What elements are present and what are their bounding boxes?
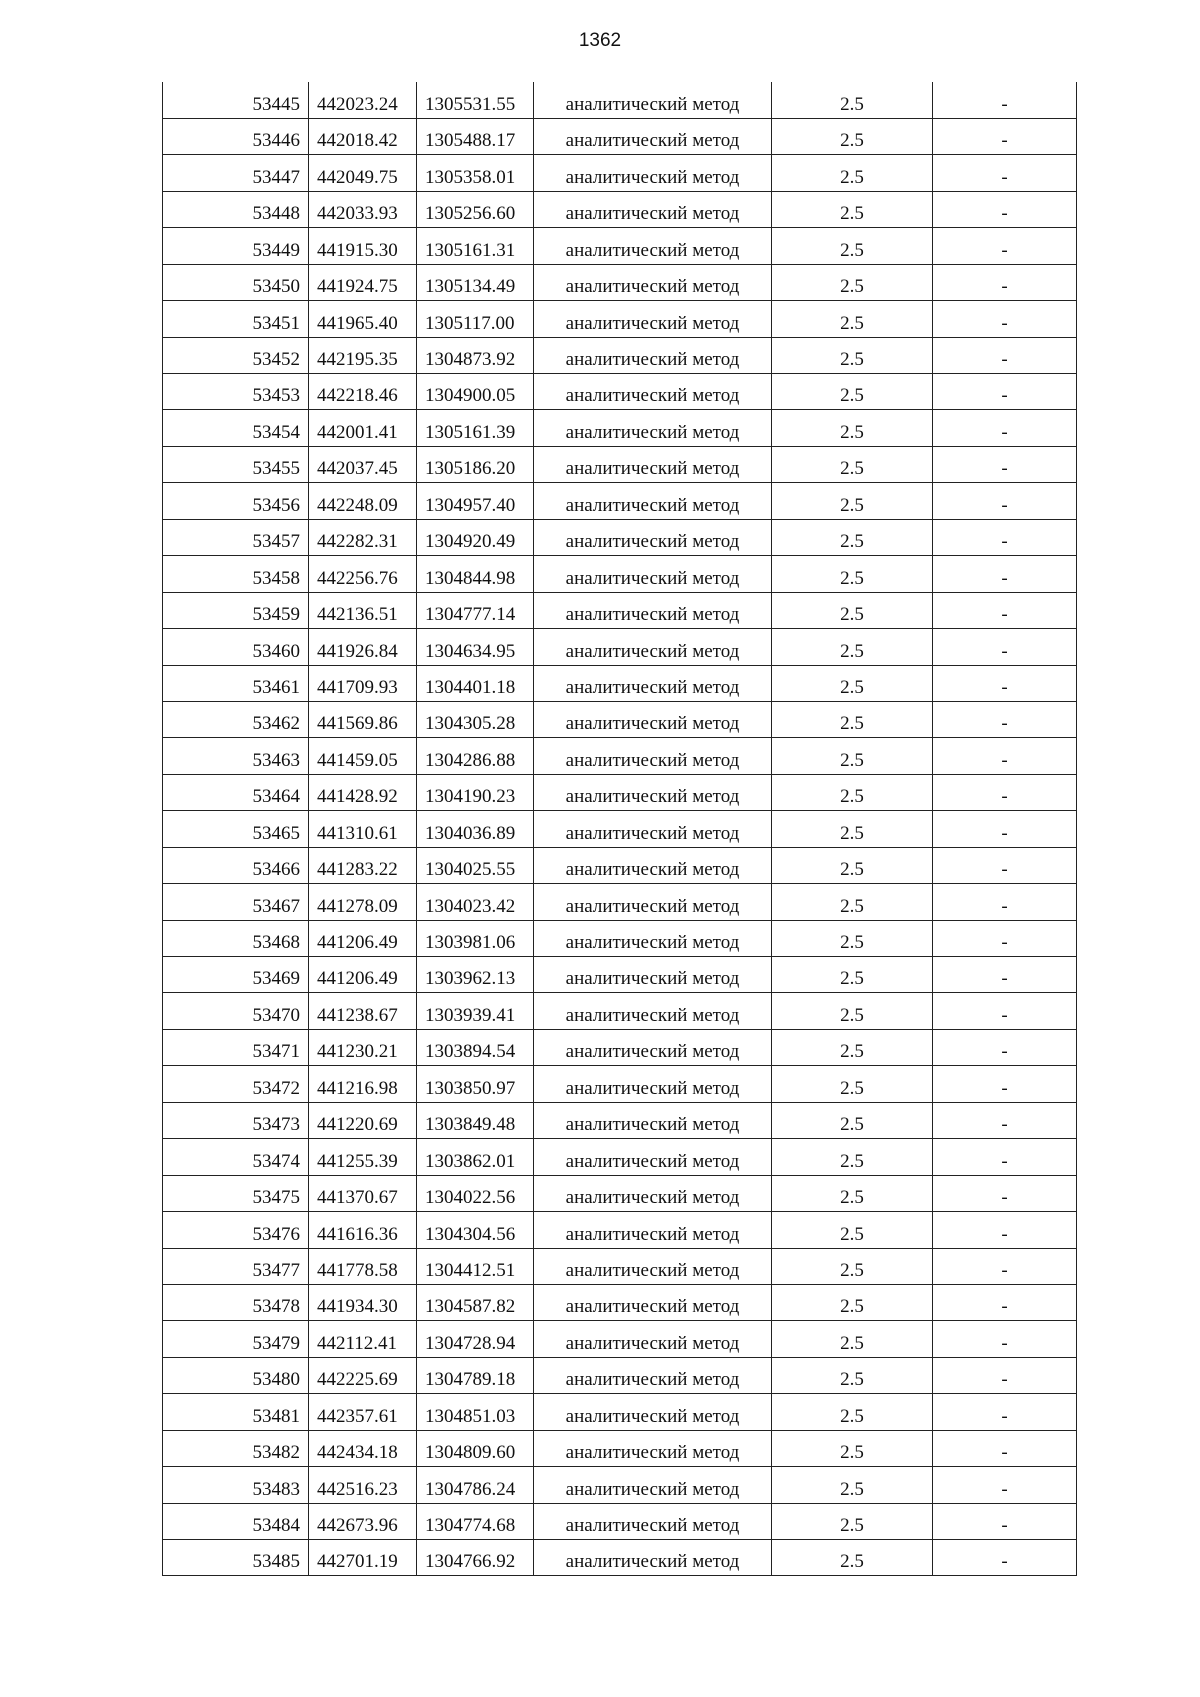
x-coordinate-cell: 442218.46 — [309, 374, 417, 410]
point-number-cell: 53467 — [163, 884, 309, 920]
y-coordinate-cell: 1304774.68 — [417, 1503, 534, 1539]
y-coordinate-cell: 1305256.60 — [417, 191, 534, 227]
table-row — [163, 993, 1077, 1029]
method-cell: аналитический метод — [534, 519, 772, 555]
note-cell: - — [933, 337, 1077, 373]
method-cell: аналитический метод — [534, 264, 772, 300]
x-coordinate-cell: 441569.86 — [309, 701, 417, 737]
point-number-cell: 53470 — [163, 993, 309, 1029]
x-coordinate-cell: 442033.93 — [309, 191, 417, 227]
y-coordinate-cell: 1305161.31 — [417, 228, 534, 264]
y-coordinate-cell: 1305117.00 — [417, 301, 534, 337]
accuracy-cell: 2.5 — [772, 1175, 933, 1211]
y-coordinate-cell: 1304412.51 — [417, 1248, 534, 1284]
note-cell: - — [933, 410, 1077, 446]
method-cell: аналитический метод — [534, 665, 772, 701]
x-coordinate-cell: 441924.75 — [309, 264, 417, 300]
point-number-cell: 53465 — [163, 811, 309, 847]
y-coordinate-cell: 1304022.56 — [417, 1175, 534, 1211]
y-coordinate-cell: 1305186.20 — [417, 446, 534, 482]
point-number-cell: 53478 — [163, 1284, 309, 1320]
y-coordinate-cell: 1304957.40 — [417, 483, 534, 519]
method-cell: аналитический метод — [534, 1175, 772, 1211]
note-cell: - — [933, 446, 1077, 482]
point-number-cell: 53459 — [163, 592, 309, 628]
accuracy-cell: 2.5 — [772, 556, 933, 592]
point-number-cell: 53447 — [163, 155, 309, 191]
table-row — [163, 556, 1077, 592]
accuracy-cell: 2.5 — [772, 592, 933, 628]
accuracy-cell: 2.5 — [772, 629, 933, 665]
point-number-cell: 53471 — [163, 1029, 309, 1065]
table-row — [163, 811, 1077, 847]
accuracy-cell: 2.5 — [772, 82, 933, 118]
x-coordinate-cell: 441216.98 — [309, 1066, 417, 1102]
method-cell: аналитический метод — [534, 118, 772, 154]
x-coordinate-cell: 441778.58 — [309, 1248, 417, 1284]
x-coordinate-cell: 442516.23 — [309, 1467, 417, 1503]
y-coordinate-cell: 1304900.05 — [417, 374, 534, 410]
x-coordinate-cell: 442112.41 — [309, 1321, 417, 1357]
note-cell: - — [933, 1248, 1077, 1284]
method-cell: аналитический метод — [534, 774, 772, 810]
method-cell: аналитический метод — [534, 1212, 772, 1248]
table-row — [163, 1357, 1077, 1393]
note-cell: - — [933, 1394, 1077, 1430]
note-cell: - — [933, 483, 1077, 519]
table-row — [163, 884, 1077, 920]
x-coordinate-cell: 441230.21 — [309, 1029, 417, 1065]
method-cell: аналитический метод — [534, 920, 772, 956]
y-coordinate-cell: 1303981.06 — [417, 920, 534, 956]
y-coordinate-cell: 1304789.18 — [417, 1357, 534, 1393]
point-number-cell: 53473 — [163, 1102, 309, 1138]
x-coordinate-cell: 441965.40 — [309, 301, 417, 337]
point-number-cell: 53455 — [163, 446, 309, 482]
note-cell: - — [933, 1540, 1077, 1576]
note-cell: - — [933, 1503, 1077, 1539]
x-coordinate-cell: 442357.61 — [309, 1394, 417, 1430]
x-coordinate-cell: 442225.69 — [309, 1357, 417, 1393]
accuracy-cell: 2.5 — [772, 1430, 933, 1466]
note-cell: - — [933, 191, 1077, 227]
method-cell: аналитический метод — [534, 847, 772, 883]
method-cell: аналитический метод — [534, 1540, 772, 1576]
y-coordinate-cell: 1304401.18 — [417, 665, 534, 701]
point-number-cell: 53483 — [163, 1467, 309, 1503]
accuracy-cell: 2.5 — [772, 1357, 933, 1393]
note-cell: - — [933, 665, 1077, 701]
point-number-cell: 53461 — [163, 665, 309, 701]
accuracy-cell: 2.5 — [772, 847, 933, 883]
table-row — [163, 337, 1077, 373]
y-coordinate-cell: 1305488.17 — [417, 118, 534, 154]
note-cell: - — [933, 811, 1077, 847]
y-coordinate-cell: 1303939.41 — [417, 993, 534, 1029]
table-row — [163, 920, 1077, 956]
method-cell: аналитический метод — [534, 337, 772, 373]
note-cell: - — [933, 1284, 1077, 1320]
note-cell: - — [933, 264, 1077, 300]
y-coordinate-cell: 1304766.92 — [417, 1540, 534, 1576]
note-cell: - — [933, 592, 1077, 628]
method-cell: аналитический метод — [534, 701, 772, 737]
note-cell: - — [933, 1430, 1077, 1466]
x-coordinate-cell: 441255.39 — [309, 1139, 417, 1175]
y-coordinate-cell: 1304036.89 — [417, 811, 534, 847]
table-row — [163, 665, 1077, 701]
point-number-cell: 53485 — [163, 1540, 309, 1576]
accuracy-cell: 2.5 — [772, 1029, 933, 1065]
accuracy-cell: 2.5 — [772, 337, 933, 373]
x-coordinate-cell: 441459.05 — [309, 738, 417, 774]
y-coordinate-cell: 1305358.01 — [417, 155, 534, 191]
method-cell: аналитический метод — [534, 483, 772, 519]
y-coordinate-cell: 1304728.94 — [417, 1321, 534, 1357]
note-cell: - — [933, 228, 1077, 264]
table-row — [163, 1248, 1077, 1284]
note-cell: - — [933, 155, 1077, 191]
method-cell: аналитический метод — [534, 1066, 772, 1102]
accuracy-cell: 2.5 — [772, 1503, 933, 1539]
method-cell: аналитический метод — [534, 738, 772, 774]
y-coordinate-cell: 1304809.60 — [417, 1430, 534, 1466]
table-row — [163, 374, 1077, 410]
x-coordinate-cell: 441370.67 — [309, 1175, 417, 1211]
method-cell: аналитический метод — [534, 446, 772, 482]
point-number-cell: 53474 — [163, 1139, 309, 1175]
table-row — [163, 1066, 1077, 1102]
table-row — [163, 1029, 1077, 1065]
table-row — [163, 1175, 1077, 1211]
x-coordinate-cell: 441206.49 — [309, 957, 417, 993]
x-coordinate-cell: 441283.22 — [309, 847, 417, 883]
note-cell: - — [933, 556, 1077, 592]
y-coordinate-cell: 1304844.98 — [417, 556, 534, 592]
method-cell: аналитический метод — [534, 228, 772, 264]
note-cell: - — [933, 847, 1077, 883]
table-row — [163, 519, 1077, 555]
note-cell: - — [933, 374, 1077, 410]
accuracy-cell: 2.5 — [772, 228, 933, 264]
accuracy-cell: 2.5 — [772, 1394, 933, 1430]
accuracy-cell: 2.5 — [772, 1139, 933, 1175]
table-row — [163, 82, 1077, 118]
x-coordinate-cell: 442049.75 — [309, 155, 417, 191]
method-cell: аналитический метод — [534, 1357, 772, 1393]
y-coordinate-cell: 1303849.48 — [417, 1102, 534, 1138]
method-cell: аналитический метод — [534, 374, 772, 410]
x-coordinate-cell: 441428.92 — [309, 774, 417, 810]
x-coordinate-cell: 442701.19 — [309, 1540, 417, 1576]
y-coordinate-cell: 1304023.42 — [417, 884, 534, 920]
note-cell: - — [933, 920, 1077, 956]
accuracy-cell: 2.5 — [772, 1102, 933, 1138]
table-row — [163, 155, 1077, 191]
method-cell: аналитический метод — [534, 1394, 772, 1430]
y-coordinate-cell: 1304025.55 — [417, 847, 534, 883]
accuracy-cell: 2.5 — [772, 1540, 933, 1576]
point-number-cell: 53460 — [163, 629, 309, 665]
accuracy-cell: 2.5 — [772, 774, 933, 810]
method-cell: аналитический метод — [534, 957, 772, 993]
table-row — [163, 738, 1077, 774]
method-cell: аналитический метод — [534, 191, 772, 227]
table-row — [163, 1394, 1077, 1430]
x-coordinate-cell: 442018.42 — [309, 118, 417, 154]
point-number-cell: 53446 — [163, 118, 309, 154]
point-number-cell: 53468 — [163, 920, 309, 956]
accuracy-cell: 2.5 — [772, 665, 933, 701]
x-coordinate-cell: 441616.36 — [309, 1212, 417, 1248]
method-cell: аналитический метод — [534, 556, 772, 592]
method-cell: аналитический метод — [534, 1102, 772, 1138]
point-number-cell: 53445 — [163, 82, 309, 118]
table-row — [163, 774, 1077, 810]
y-coordinate-cell: 1304190.23 — [417, 774, 534, 810]
method-cell: аналитический метод — [534, 811, 772, 847]
point-number-cell: 53458 — [163, 556, 309, 592]
x-coordinate-cell: 441310.61 — [309, 811, 417, 847]
table-row — [163, 191, 1077, 227]
point-number-cell: 53484 — [163, 1503, 309, 1539]
y-coordinate-cell: 1304305.28 — [417, 701, 534, 737]
point-number-cell: 53448 — [163, 191, 309, 227]
accuracy-cell: 2.5 — [772, 483, 933, 519]
x-coordinate-cell: 442037.45 — [309, 446, 417, 482]
note-cell: - — [933, 1029, 1077, 1065]
point-number-cell: 53482 — [163, 1430, 309, 1466]
point-number-cell: 53464 — [163, 774, 309, 810]
accuracy-cell: 2.5 — [772, 701, 933, 737]
note-cell: - — [933, 118, 1077, 154]
table-row — [163, 483, 1077, 519]
method-cell: аналитический метод — [534, 592, 772, 628]
y-coordinate-cell: 1304587.82 — [417, 1284, 534, 1320]
note-cell: - — [933, 1139, 1077, 1175]
note-cell: - — [933, 1321, 1077, 1357]
method-cell: аналитический метод — [534, 1467, 772, 1503]
point-number-cell: 53476 — [163, 1212, 309, 1248]
method-cell: аналитический метод — [534, 629, 772, 665]
table-row — [163, 592, 1077, 628]
point-number-cell: 53481 — [163, 1394, 309, 1430]
x-coordinate-cell: 441220.69 — [309, 1102, 417, 1138]
table-row — [163, 228, 1077, 264]
y-coordinate-cell: 1303894.54 — [417, 1029, 534, 1065]
table-row — [163, 1321, 1077, 1357]
point-number-cell: 53462 — [163, 701, 309, 737]
y-coordinate-cell: 1304304.56 — [417, 1212, 534, 1248]
point-number-cell: 53453 — [163, 374, 309, 410]
accuracy-cell: 2.5 — [772, 446, 933, 482]
y-coordinate-cell: 1304851.03 — [417, 1394, 534, 1430]
method-cell: аналитический метод — [534, 410, 772, 446]
accuracy-cell: 2.5 — [772, 811, 933, 847]
accuracy-cell: 2.5 — [772, 1066, 933, 1102]
accuracy-cell: 2.5 — [772, 993, 933, 1029]
table-row — [163, 1467, 1077, 1503]
y-coordinate-cell: 1303850.97 — [417, 1066, 534, 1102]
y-coordinate-cell: 1303862.01 — [417, 1139, 534, 1175]
note-cell: - — [933, 1102, 1077, 1138]
method-cell: аналитический метод — [534, 884, 772, 920]
note-cell: - — [933, 1467, 1077, 1503]
accuracy-cell: 2.5 — [772, 920, 933, 956]
y-coordinate-cell: 1303962.13 — [417, 957, 534, 993]
x-coordinate-cell: 441709.93 — [309, 665, 417, 701]
point-number-cell: 53457 — [163, 519, 309, 555]
x-coordinate-cell: 442023.24 — [309, 82, 417, 118]
x-coordinate-cell: 442195.35 — [309, 337, 417, 373]
note-cell: - — [933, 993, 1077, 1029]
y-coordinate-cell: 1304286.88 — [417, 738, 534, 774]
accuracy-cell: 2.5 — [772, 118, 933, 154]
x-coordinate-cell: 441238.67 — [309, 993, 417, 1029]
y-coordinate-cell: 1304920.49 — [417, 519, 534, 555]
note-cell: - — [933, 738, 1077, 774]
point-number-cell: 53479 — [163, 1321, 309, 1357]
method-cell: аналитический метод — [534, 1503, 772, 1539]
method-cell: аналитический метод — [534, 1248, 772, 1284]
x-coordinate-cell: 442673.96 — [309, 1503, 417, 1539]
x-coordinate-cell: 441915.30 — [309, 228, 417, 264]
note-cell: - — [933, 629, 1077, 665]
note-cell: - — [933, 1357, 1077, 1393]
accuracy-cell: 2.5 — [772, 374, 933, 410]
x-coordinate-cell: 442001.41 — [309, 410, 417, 446]
x-coordinate-cell: 441278.09 — [309, 884, 417, 920]
accuracy-cell: 2.5 — [772, 410, 933, 446]
method-cell: аналитический метод — [534, 1284, 772, 1320]
point-number-cell: 53477 — [163, 1248, 309, 1284]
table-row — [163, 1284, 1077, 1320]
table-body — [163, 82, 1077, 1576]
note-cell: - — [933, 957, 1077, 993]
point-number-cell: 53452 — [163, 337, 309, 373]
x-coordinate-cell: 442136.51 — [309, 592, 417, 628]
table-row — [163, 446, 1077, 482]
x-coordinate-cell: 441934.30 — [309, 1284, 417, 1320]
accuracy-cell: 2.5 — [772, 1248, 933, 1284]
table-row — [163, 1212, 1077, 1248]
point-number-cell: 53463 — [163, 738, 309, 774]
method-cell: аналитический метод — [534, 1430, 772, 1466]
table-row — [163, 847, 1077, 883]
y-coordinate-cell: 1305531.55 — [417, 82, 534, 118]
accuracy-cell: 2.5 — [772, 1212, 933, 1248]
note-cell: - — [933, 82, 1077, 118]
note-cell: - — [933, 1212, 1077, 1248]
point-number-cell: 53475 — [163, 1175, 309, 1211]
method-cell: аналитический метод — [534, 1321, 772, 1357]
note-cell: - — [933, 1066, 1077, 1102]
point-number-cell: 53451 — [163, 301, 309, 337]
x-coordinate-cell: 441206.49 — [309, 920, 417, 956]
table-row — [163, 1102, 1077, 1138]
accuracy-cell: 2.5 — [772, 155, 933, 191]
table-row — [163, 264, 1077, 300]
table-row — [163, 410, 1077, 446]
point-number-cell: 53466 — [163, 847, 309, 883]
page-number: 1362 — [578, 30, 622, 51]
point-number-cell: 53472 — [163, 1066, 309, 1102]
y-coordinate-cell: 1304777.14 — [417, 592, 534, 628]
method-cell: аналитический метод — [534, 82, 772, 118]
accuracy-cell: 2.5 — [772, 1321, 933, 1357]
x-coordinate-cell: 441926.84 — [309, 629, 417, 665]
note-cell: - — [933, 519, 1077, 555]
point-number-cell: 53449 — [163, 228, 309, 264]
coordinates-table — [162, 82, 1077, 1576]
method-cell: аналитический метод — [534, 1029, 772, 1065]
y-coordinate-cell: 1304786.24 — [417, 1467, 534, 1503]
table-row — [163, 301, 1077, 337]
note-cell: - — [933, 301, 1077, 337]
point-number-cell: 53450 — [163, 264, 309, 300]
method-cell: аналитический метод — [534, 993, 772, 1029]
table-row — [163, 629, 1077, 665]
note-cell: - — [933, 884, 1077, 920]
note-cell: - — [933, 701, 1077, 737]
x-coordinate-cell: 442248.09 — [309, 483, 417, 519]
accuracy-cell: 2.5 — [772, 1284, 933, 1320]
accuracy-cell: 2.5 — [772, 957, 933, 993]
table-row — [163, 1139, 1077, 1175]
x-coordinate-cell: 442282.31 — [309, 519, 417, 555]
point-number-cell: 53456 — [163, 483, 309, 519]
y-coordinate-cell: 1304634.95 — [417, 629, 534, 665]
table-row — [163, 1503, 1077, 1539]
note-cell: - — [933, 774, 1077, 810]
point-number-cell: 53469 — [163, 957, 309, 993]
x-coordinate-cell: 442256.76 — [309, 556, 417, 592]
y-coordinate-cell: 1305134.49 — [417, 264, 534, 300]
method-cell: аналитический метод — [534, 301, 772, 337]
point-number-cell: 53480 — [163, 1357, 309, 1393]
table-row — [163, 1540, 1077, 1576]
table-row — [163, 1430, 1077, 1466]
accuracy-cell: 2.5 — [772, 301, 933, 337]
accuracy-cell: 2.5 — [772, 264, 933, 300]
accuracy-cell: 2.5 — [772, 884, 933, 920]
accuracy-cell: 2.5 — [772, 191, 933, 227]
y-coordinate-cell: 1304873.92 — [417, 337, 534, 373]
table-row — [163, 957, 1077, 993]
table-row — [163, 701, 1077, 737]
method-cell: аналитический метод — [534, 1139, 772, 1175]
y-coordinate-cell: 1305161.39 — [417, 410, 534, 446]
accuracy-cell: 2.5 — [772, 519, 933, 555]
accuracy-cell: 2.5 — [772, 1467, 933, 1503]
point-number-cell: 53454 — [163, 410, 309, 446]
table-row — [163, 118, 1077, 154]
note-cell: - — [933, 1175, 1077, 1211]
accuracy-cell: 2.5 — [772, 738, 933, 774]
method-cell: аналитический метод — [534, 155, 772, 191]
x-coordinate-cell: 442434.18 — [309, 1430, 417, 1466]
